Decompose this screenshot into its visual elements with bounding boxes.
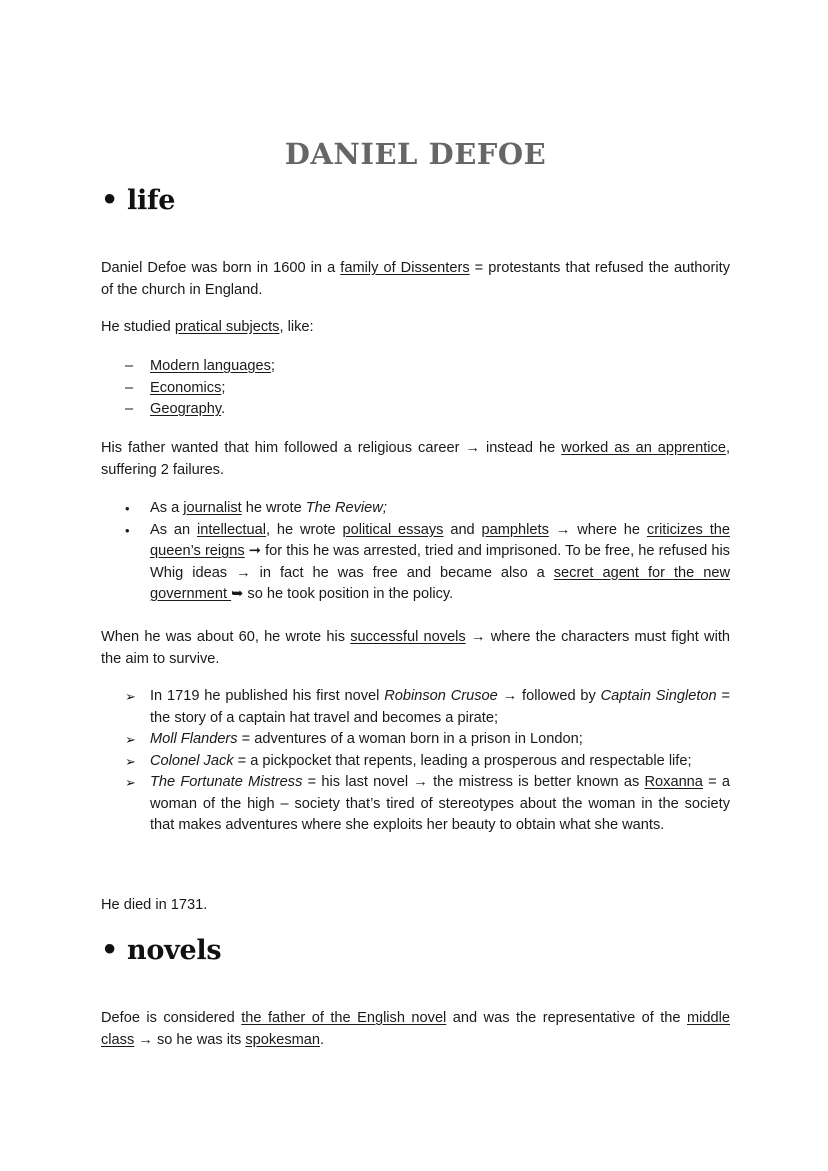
list-item	[101, 751, 730, 773]
text-run: = adventures of a woman born in a prison in London;	[237, 731, 583, 747]
text-run: .	[320, 1031, 325, 1048]
italic-title: The Review;	[305, 500, 387, 516]
dash-marker: –	[125, 358, 134, 374]
text-run: He studied	[101, 319, 175, 335]
list-item	[101, 520, 730, 606]
text-run: Daniel Defoe was born in 1600 in a	[101, 260, 341, 276]
life-paragraph-novels	[101, 627, 730, 670]
text-run: As an	[150, 521, 197, 538]
section-heading-life: • life	[101, 185, 176, 216]
underlined-term: Roxanna	[644, 774, 703, 790]
life-paragraph-studies	[101, 317, 730, 339]
text-run: ➞ for this he was arrested, tried and imprisoned. To be free, he refused his Whig ideas → in fact he was free and became also a	[150, 543, 730, 581]
text-run: = his last novel → the mistress is better known as	[302, 774, 645, 790]
text-run: → where he	[548, 521, 647, 538]
text-run: and was the representative of the	[446, 1010, 687, 1026]
text-run: Defoe is considered	[101, 1010, 242, 1026]
underlined-term: worked as an apprentice	[561, 440, 726, 456]
novels-paragraph-father	[101, 1008, 730, 1051]
text-run: As a	[150, 500, 184, 516]
life-paragraph-birth	[101, 258, 730, 301]
arrow-marker-icon: ➢	[125, 753, 136, 769]
text-run: → followed by	[497, 688, 601, 704]
list-item	[101, 498, 730, 520]
text-run: He died in 1731.	[101, 897, 208, 913]
bullet-marker: •	[125, 501, 130, 516]
text-run: → so he was its	[134, 1031, 246, 1048]
list-item	[101, 399, 730, 421]
underlined-term: intellectual	[196, 521, 266, 538]
text-run: ;	[221, 379, 226, 396]
text-run: → where the characters must fight with the aim to survive.	[101, 629, 730, 667]
dash-marker: –	[125, 379, 134, 396]
list-item	[101, 772, 730, 837]
underlined-term: successful novels	[350, 629, 466, 645]
dash-marker: –	[125, 401, 134, 417]
career-bullet-list	[101, 498, 730, 606]
text-run: , like:	[279, 319, 314, 335]
text-run: = the story of a captain hat travel and becomes a pirate;	[150, 688, 730, 726]
underlined-term: spokesman	[245, 1031, 321, 1048]
underlined-term: the father of the English novel	[241, 1010, 447, 1026]
text-run: , he wrote	[265, 521, 343, 538]
text-run: = a woman of the high – society that’s tired of stereotypes about the woman in the society that makes adventures where she exploits her beauty to obtain what she wants.	[150, 774, 731, 833]
underlined-term: political essays	[342, 521, 444, 538]
underlined-term: Economics	[150, 379, 222, 396]
text-run: he wrote	[241, 500, 306, 516]
italic-title: Captain Singleton	[600, 688, 717, 704]
italic-title: The Fortunate Mistress	[150, 774, 303, 790]
italic-title: Moll Flanders	[150, 731, 238, 747]
text-run: His father wanted that him followed a religious career → instead he	[101, 440, 562, 456]
text-run: In 1719 he published his first novel	[150, 688, 385, 704]
underlined-term: family of Dissenters	[340, 260, 470, 276]
underlined-term: journalist	[183, 500, 242, 516]
text-run: = a pickpocket that repents, leading a prosperous and respectable life;	[233, 752, 692, 769]
arrow-marker-icon: ➢	[125, 689, 136, 704]
text-run: = protestants that refused the authority of the church in England.	[101, 260, 730, 298]
underlined-term: pratical subjects	[174, 319, 280, 335]
text-run: , suffering 2 failures.	[101, 440, 730, 478]
list-item	[101, 686, 730, 729]
underlined-term: criticizes the queen’s reigns	[150, 521, 730, 559]
underlined-term: pamphlets	[481, 521, 549, 538]
italic-title: Colonel Jack	[150, 752, 234, 769]
underlined-term: middle class	[101, 1010, 730, 1048]
novels-arrow-list	[101, 686, 730, 837]
section-heading-novels: • novels	[101, 935, 222, 966]
list-item	[101, 729, 730, 751]
underlined-term: Geography	[150, 401, 222, 417]
subjects-list	[101, 356, 730, 421]
arrow-marker-icon: ➢	[125, 732, 136, 747]
text-run: When he was about 60, he wrote his	[101, 629, 351, 645]
list-item	[101, 378, 730, 400]
life-paragraph-death	[101, 895, 730, 917]
bullet-marker: •	[125, 522, 130, 538]
text-run: ;	[270, 358, 275, 374]
text-run: and	[443, 521, 482, 538]
text-run: .	[221, 401, 226, 417]
underlined-term: secret agent for the new government	[150, 564, 730, 602]
italic-title: Robinson Crusoe	[384, 688, 498, 704]
text-run: ➥ so he took position in the policy.	[231, 586, 454, 602]
document-title: DANIEL DEFOE	[284, 137, 547, 171]
list-item	[101, 356, 730, 378]
underlined-term: Modern languages	[150, 358, 271, 374]
arrow-marker-icon: ➢	[125, 775, 136, 790]
life-paragraph-career	[101, 438, 730, 481]
